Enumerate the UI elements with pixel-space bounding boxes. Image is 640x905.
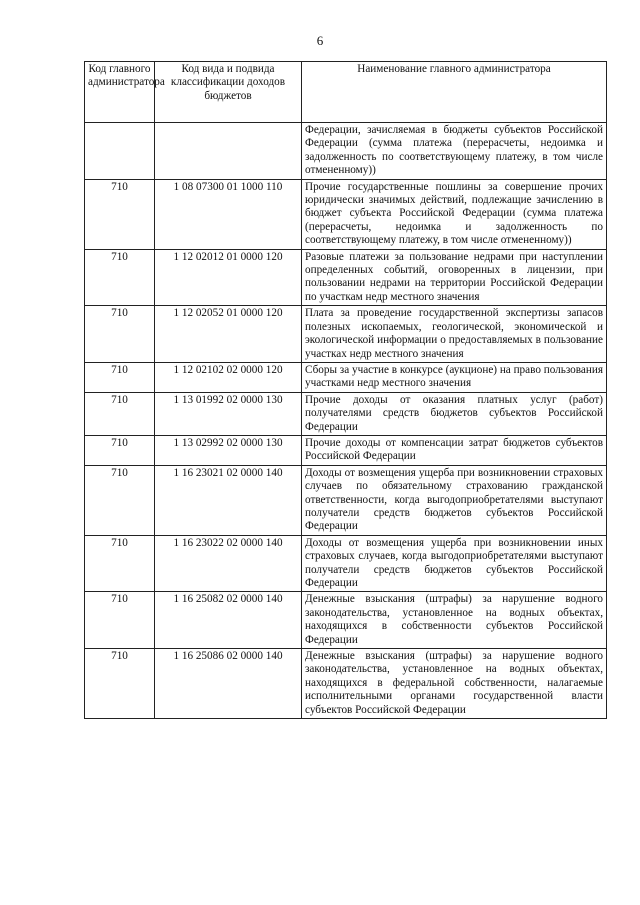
classification-code-cell: 1 12 02102 02 0000 120 <box>155 362 302 392</box>
classification-code-cell: 1 13 02992 02 0000 130 <box>155 435 302 465</box>
admin-code-cell: 710 <box>85 392 155 435</box>
classification-code-cell: 1 16 23022 02 0000 140 <box>155 535 302 592</box>
admin-code-cell: 710 <box>85 592 155 649</box>
table-row <box>85 362 607 392</box>
administrator-name-cell: Денежные взыскания (штрафы) за нарушение водного законодательства, установленное на водных объектах, находящихся в федеральной собственности, налагаемые исполнительными органами государственной власти субъектов Российской Федерации <box>302 649 607 719</box>
admin-code-cell: 710 <box>85 435 155 465</box>
administrator-name-cell: Прочие доходы от компенсации затрат бюджетов субъектов Российской Федерации <box>302 435 607 465</box>
table-row <box>85 535 607 592</box>
classification-code-cell: 1 12 02052 01 0000 120 <box>155 306 302 363</box>
administrator-name-cell: Плата за проведение государственной экспертизы запасов полезных ископаемых, геологической, экономической и экологической информации о предоставляемых в пользование участках недр местного значения <box>302 306 607 363</box>
administrator-name-cell: Разовые платежи за пользование недрами при наступлении определенных событий, оговоренных в лицензии, при пользовании недрами на территории Российской Федерации по участкам недр местного значения <box>302 249 607 306</box>
table-row <box>85 249 607 306</box>
admin-code-cell: 710 <box>85 465 155 535</box>
classification-code-cell: 1 08 07300 01 1000 110 <box>155 179 302 249</box>
admin-code-cell: 710 <box>85 306 155 363</box>
table-row <box>85 392 607 435</box>
table-row <box>85 179 607 249</box>
classification-code-cell: 1 13 01992 02 0000 130 <box>155 392 302 435</box>
classification-code-cell: 1 12 02012 01 0000 120 <box>155 249 302 306</box>
admin-code-cell <box>85 123 155 180</box>
admin-code-cell: 710 <box>85 249 155 306</box>
header-administrator-name: Наименование главного администратора <box>302 62 607 123</box>
header-admin-code: Код главного администратора <box>85 62 155 123</box>
page-number: 6 <box>316 33 324 48</box>
administrator-name-cell: Доходы от возмещения ущерба при возникновении иных страховых случаев, когда выгодоприобретателями выступают получатели средств бюджетов субъектов Российской Федерации <box>302 535 607 592</box>
admin-code-cell: 710 <box>85 362 155 392</box>
administrator-name-cell: Федерации, зачисляемая в бюджеты субъектов Российской Федерации (сумма платежа (перерасчеты, недоимка и задолженность по соответствующему платежу, в том числе отмененному)) <box>302 123 607 180</box>
header-classification-code: Код вида и подвида классификации доходов бюджетов <box>155 62 302 123</box>
classification-code-cell <box>155 123 302 180</box>
administrator-name-cell: Прочие государственные пошлины за совершение прочих юридически значимых действий, подлежащие зачислению в бюджет субъекта Российской Федерации (сумма платежа (перерасчеты, недоимка и задолженность по соответствующему платежу, в том числе отмененному)) <box>302 179 607 249</box>
table-row <box>85 592 607 649</box>
administrator-name-cell: Доходы от возмещения ущерба при возникновении страховых случаев по обязательному страхованию гражданской ответственности, когда выгодоприобретателями выступают получатели средств бюджетов субъектов Российской Федерации <box>302 465 607 535</box>
table-row <box>85 435 607 465</box>
classification-code-cell: 1 16 25086 02 0000 140 <box>155 649 302 719</box>
admin-code-cell: 710 <box>85 179 155 249</box>
administrator-name-cell: Денежные взыскания (штрафы) за нарушение водного законодательства, установленное на водных объектах, находящихся в собственности субъектов Российской Федерации <box>302 592 607 649</box>
administrator-name-cell: Прочие доходы от оказания платных услуг (работ) получателями средств бюджетов субъектов Российской Федерации <box>302 392 607 435</box>
table-row <box>85 123 607 180</box>
table-header-row <box>85 62 607 123</box>
revenue-classification-table <box>84 61 607 719</box>
admin-code-cell: 710 <box>85 535 155 592</box>
table-row <box>85 306 607 363</box>
administrator-name-cell: Сборы за участие в конкурсе (аукционе) на право пользования участками недр местного значения <box>302 362 607 392</box>
admin-code-cell: 710 <box>85 649 155 719</box>
table-row <box>85 465 607 535</box>
classification-code-cell: 1 16 25082 02 0000 140 <box>155 592 302 649</box>
classification-code-cell: 1 16 23021 02 0000 140 <box>155 465 302 535</box>
table-row <box>85 649 607 719</box>
